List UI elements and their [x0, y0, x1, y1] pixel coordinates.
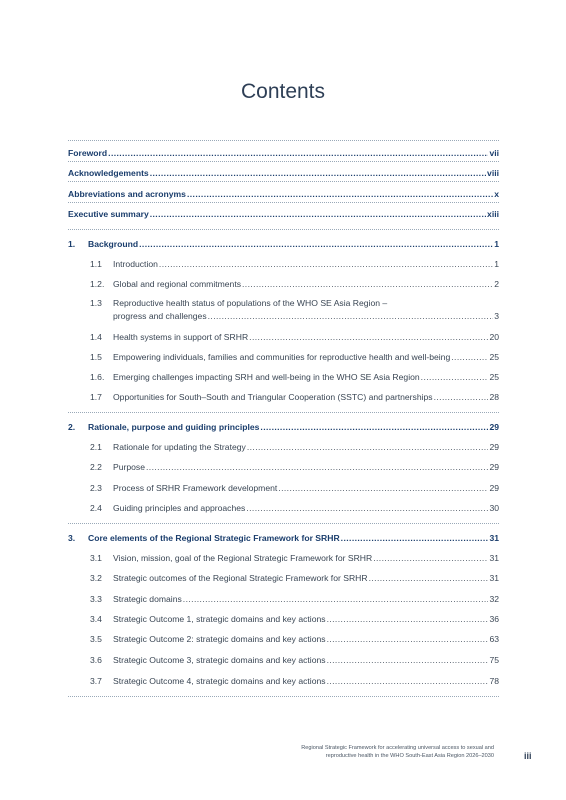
- dot-leader: [451, 352, 488, 363]
- dot-leader: [150, 209, 486, 220]
- running-footer: [301, 744, 494, 760]
- toc-subsection-2-4[interactable]: 2.4 Guiding principles and approaches ..... 30: [68, 503, 499, 514]
- toc-subsection-3-2[interactable]: 3.2 Strategic outcomes of the Regional Strategic Framework for SRHR ..... 31: [68, 573, 499, 584]
- toc-subsection-1-3[interactable]: 1.3 Reproductive health status of populations of the WHO SE Asia Region – progress and challenges ..... 3: [68, 298, 499, 322]
- dot-leader: [327, 655, 489, 666]
- toc-subsection-3-6[interactable]: 3.6 Strategic Outcome 3, strategic domains and key actions ..... 75: [68, 655, 499, 666]
- toc-subsection-1-4[interactable]: 1.4 Health systems in support of SRHR ..... 20: [68, 332, 499, 343]
- toc-subsection-1-1[interactable]: 1.1 Introduction ..... 1: [68, 259, 499, 270]
- toc-subsection-3-5[interactable]: 3.5 Strategic Outcome 2: strategic domains and key actions ..... 63: [68, 634, 499, 645]
- toc-entry-foreword[interactable]: Foreword ..... vii: [68, 148, 499, 159]
- toc-section-2[interactable]: 2. Rationale, purpose and guiding principles ..... 29: [68, 422, 499, 433]
- dot-leader: [327, 614, 489, 625]
- dot-leader: [260, 422, 488, 433]
- dot-leader: [183, 594, 489, 605]
- dot-leader: [278, 483, 488, 494]
- dot-leader: [242, 279, 493, 290]
- toc-subsection-2-3[interactable]: 2.3 Process of SRHR Framework development ..... 29: [68, 483, 499, 494]
- toc-section-3[interactable]: 3. Core elements of the Regional Strategic Framework for SRHR ..... 31: [68, 533, 499, 544]
- dot-leader: [434, 392, 489, 403]
- dot-leader: [150, 168, 486, 179]
- dot-leader: [373, 553, 488, 564]
- dot-leader: [249, 332, 488, 343]
- divider-rule: [68, 696, 499, 697]
- toc-subsection-1-6[interactable]: 1.6. Emerging challenges impacting SRH and well-being in the WHO SE Asia Region ..... 25: [68, 372, 499, 383]
- toc-entry-executive-summary[interactable]: Executive summary ..... xiii: [68, 209, 499, 220]
- toc-subsection-3-1[interactable]: 3.1 Vision, mission, goal of the Regional Strategic Framework for SRHR ..... 31: [68, 553, 499, 564]
- footer-line-1: Regional Strategic Framework for accelerating universal access to sexual and: [301, 745, 494, 751]
- dot-leader: [146, 462, 488, 473]
- toc-subsection-3-7[interactable]: 3.7 Strategic Outcome 4, strategic domains and key actions ..... 78: [68, 676, 499, 687]
- dot-leader: [246, 503, 488, 514]
- divider-rule: [68, 229, 499, 230]
- page-title: Contents: [240, 80, 326, 104]
- dot-leader: [187, 189, 493, 200]
- toc-subsection-2-2[interactable]: 2.2 Purpose ..... 29: [68, 462, 499, 473]
- dot-leader: [108, 148, 488, 159]
- dot-leader: [341, 533, 489, 544]
- divider-rule: [68, 202, 499, 203]
- dot-leader: [369, 573, 489, 584]
- toc-subsection-1-7[interactable]: 1.7 Opportunities for South–South and Triangular Cooperation (SSTC) and partnerships ..... 28: [68, 392, 499, 403]
- divider-rule: [68, 523, 499, 524]
- dot-leader: [327, 634, 489, 645]
- divider-rule: [68, 412, 499, 413]
- footer-line-2: reproductive health in the WHO South-East Asia Region 2026–2030: [325, 753, 494, 759]
- divider-rule: [68, 181, 499, 182]
- toc-subsection-3-4[interactable]: 3.4 Strategic Outcome 1, strategic domains and key actions ..... 36: [68, 614, 499, 625]
- dot-leader: [159, 259, 493, 270]
- toc-section-1[interactable]: 1. Background ..... 1: [68, 239, 499, 250]
- toc-entry-acknowledgements[interactable]: Acknowledgements ..... viii: [68, 168, 499, 179]
- page-number: iii: [524, 751, 532, 761]
- dot-leader: [247, 442, 489, 453]
- toc-entry-abbreviations[interactable]: Abbreviations and acronyms ..... x: [68, 189, 499, 200]
- toc-subsection-3-3[interactable]: 3.3 Strategic domains ..... 32: [68, 594, 499, 605]
- toc-subsection-1-2[interactable]: 1.2. Global and regional commitments ..... 2: [68, 279, 499, 290]
- dot-leader: [208, 311, 494, 322]
- toc-subsection-2-1[interactable]: 2.1 Rationale for updating the Strategy ..... 29: [68, 442, 499, 453]
- toc-subsection-1-5[interactable]: 1.5 Empowering individuals, families and communities for reproductive health and well-being ..... 25: [68, 352, 499, 363]
- divider-rule: [68, 161, 499, 162]
- dot-leader: [327, 676, 489, 687]
- dot-leader: [421, 372, 489, 383]
- divider-rule: [68, 140, 499, 141]
- dot-leader: [139, 239, 493, 250]
